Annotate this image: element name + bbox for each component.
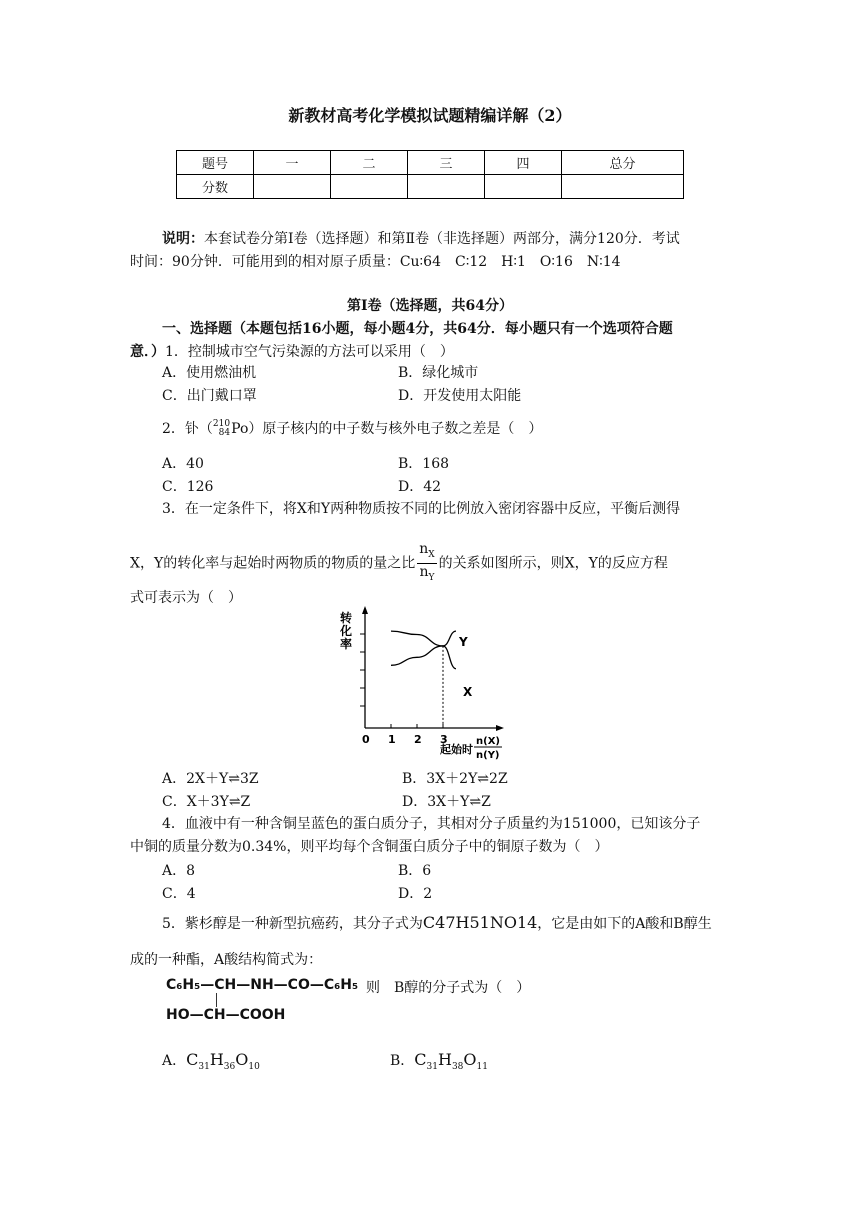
xlabel-numerator: n(X) bbox=[476, 736, 500, 747]
fraction-denominator bbox=[417, 564, 436, 586]
instruction-line-2 bbox=[130, 341, 454, 361]
structure-top: C₆H₅—CH—NH—CO—C₆H₅ bbox=[166, 977, 359, 993]
q1-option-c: C．出门戴口罩 bbox=[162, 388, 257, 404]
table-cell bbox=[562, 175, 684, 199]
q3-line-2 bbox=[130, 541, 668, 586]
q1-option-b: B．绿化城市 bbox=[398, 365, 479, 381]
note-line-2: 时间：90分钟．可能用到的相对原子质量：Cu∶64 C∶12 H∶1 O∶16 N∶14 bbox=[130, 254, 621, 270]
q2-stem-post: ）原子核内的中子数与核外电子数之差是（ ） bbox=[248, 421, 543, 437]
q3-option-b: B．3X＋2Y⇌2Z bbox=[402, 771, 508, 787]
series-label-y: Y bbox=[459, 635, 468, 649]
structure-bottom: HO—CH—COOH bbox=[166, 1007, 286, 1023]
q5-b-question: 则 B醇的分子式为（ ） bbox=[366, 980, 531, 996]
page-title: 新教材高考化学模拟试题精编详解（2） bbox=[288, 106, 572, 125]
q3-line-1: 3．在一定条件下，将X和Y两种物质按不同的比例放入密闭容器中反应，平衡后测得 bbox=[162, 501, 681, 517]
q5-option-b-label: B． bbox=[390, 1053, 415, 1069]
ylabel-2: 化 bbox=[340, 624, 353, 638]
table-cell: 总分 bbox=[562, 151, 684, 175]
y-axis-arrow bbox=[362, 606, 368, 614]
q2-option-a: A．40 bbox=[162, 456, 204, 472]
q4-option-c: C．4 bbox=[162, 886, 196, 902]
atomic-number: 84 bbox=[218, 428, 231, 438]
q4-option-b: B．6 bbox=[398, 863, 432, 879]
q5-line-1-post: ，它是由如下的A酸和B醇生 bbox=[537, 916, 712, 932]
score-table bbox=[176, 150, 684, 199]
note-text: 本套试卷分第Ⅰ卷（选择题）和第Ⅱ卷（非选择题）两部分，满分120分．考试 bbox=[204, 231, 680, 247]
ratio-fraction bbox=[417, 541, 436, 586]
xlabel-prefix: 起始时 bbox=[440, 743, 473, 756]
acid-structure bbox=[166, 977, 358, 1023]
note-line-1 bbox=[162, 228, 680, 248]
table-cell: 四 bbox=[485, 151, 562, 175]
frac-num: n bbox=[419, 541, 429, 557]
table-cell: 二 bbox=[331, 151, 408, 175]
q3-line-2-post: 的关系如图所示，则X，Y的反应方程 bbox=[438, 555, 668, 572]
table-cell: 分数 bbox=[177, 175, 254, 199]
structure-bond bbox=[216, 993, 358, 1007]
x-tick-label: 0 bbox=[362, 733, 370, 746]
q3-line-2-pre: X，Y的转化率与起始时两物质的物质的量之比 bbox=[130, 555, 416, 572]
q5-option-b-formula: $C_{31}H_{38}O_{11}$ bbox=[414, 1050, 488, 1073]
table-cell bbox=[485, 175, 562, 199]
x-tick-label: 2 bbox=[414, 733, 422, 746]
q2-stem bbox=[162, 418, 542, 438]
table-cell: 三 bbox=[408, 151, 485, 175]
q4-option-a: A．8 bbox=[162, 863, 196, 879]
frac-den-sub: Y bbox=[428, 572, 435, 583]
conversion-chart bbox=[332, 604, 532, 764]
xlabel-denominator: n(Y) bbox=[476, 750, 500, 761]
q2-option-c: C．126 bbox=[162, 479, 214, 495]
q3-option-c: C．X＋3Y⇌Z bbox=[162, 794, 251, 810]
q5-line-1 bbox=[162, 913, 712, 933]
table-row bbox=[177, 151, 684, 175]
q3-line-3: 式可表示为（ ） bbox=[130, 590, 242, 606]
frac-den: n bbox=[419, 563, 429, 580]
table-cell bbox=[408, 175, 485, 199]
y-ticks bbox=[360, 634, 365, 706]
q5-option-a-label: A． bbox=[162, 1053, 187, 1069]
q3-option-a: A．2X＋Y⇌3Z bbox=[162, 771, 259, 787]
instruction-bold: 意．） bbox=[130, 344, 165, 360]
ylabel-1: 转 bbox=[340, 611, 353, 625]
ylabel-3: 率 bbox=[340, 637, 353, 651]
isotope-numbers bbox=[213, 420, 230, 438]
instruction-line-1: 一、选择题（本题包括16小题，每小题4分，共64分．每小题只有一个选项符合题 bbox=[162, 321, 673, 337]
q4-line-2: 中铜的质量分数为0.34%，则平均每个含铜蛋白质分子中的铜原子数为（ ） bbox=[130, 839, 609, 855]
x-ticks bbox=[362, 724, 448, 746]
table-cell bbox=[254, 175, 331, 199]
series-label-x: X bbox=[463, 685, 473, 699]
q4-option-d: D．2 bbox=[398, 886, 433, 902]
element-symbol: Po bbox=[231, 421, 249, 437]
x-tick-label: 3 bbox=[440, 733, 448, 746]
table-cell bbox=[331, 175, 408, 199]
q2-option-d: D．42 bbox=[398, 479, 442, 495]
q5-line-2: 成的一种酯，A酸结构简式为： bbox=[130, 952, 323, 968]
q5-formula: C47H51NO14 bbox=[422, 913, 538, 932]
q5-option-a bbox=[162, 1050, 260, 1072]
x-axis-arrow bbox=[496, 725, 504, 731]
x-tick-label: 1 bbox=[388, 733, 396, 746]
frac-num-sub: X bbox=[428, 549, 435, 560]
q5-option-a-formula: $C_{31}H_{36}O_{10}$ bbox=[186, 1050, 260, 1073]
table-row bbox=[177, 175, 684, 199]
q3-option-d: D．3X＋Y⇌Z bbox=[402, 794, 491, 810]
table-cell: 一 bbox=[254, 151, 331, 175]
q4-line-1: 4．血液中有一种含铜呈蓝色的蛋白质分子，其相对分子质量约为151000，已知该分子 bbox=[162, 816, 701, 832]
section-heading: 第Ⅰ卷（选择题，共64分） bbox=[346, 298, 514, 314]
q1-option-d: D．开发使用太阳能 bbox=[398, 388, 522, 404]
note-label: 说明： bbox=[162, 231, 204, 247]
q1-stem: 1．控制城市空气污染源的方法可以采用（ ） bbox=[165, 344, 454, 360]
q5-line-1-pre: 5．紫杉醇是一种新型抗癌药，其分子式为 bbox=[162, 916, 423, 932]
q5-option-b bbox=[390, 1050, 488, 1072]
q2-option-b: B．168 bbox=[398, 456, 450, 472]
q2-stem-pre: 2．钋（ bbox=[162, 421, 213, 437]
fraction-numerator bbox=[417, 541, 436, 564]
table-cell: 题号 bbox=[177, 151, 254, 175]
q1-option-a: A．使用燃油机 bbox=[162, 365, 257, 381]
mass-number: 210 bbox=[212, 419, 231, 429]
